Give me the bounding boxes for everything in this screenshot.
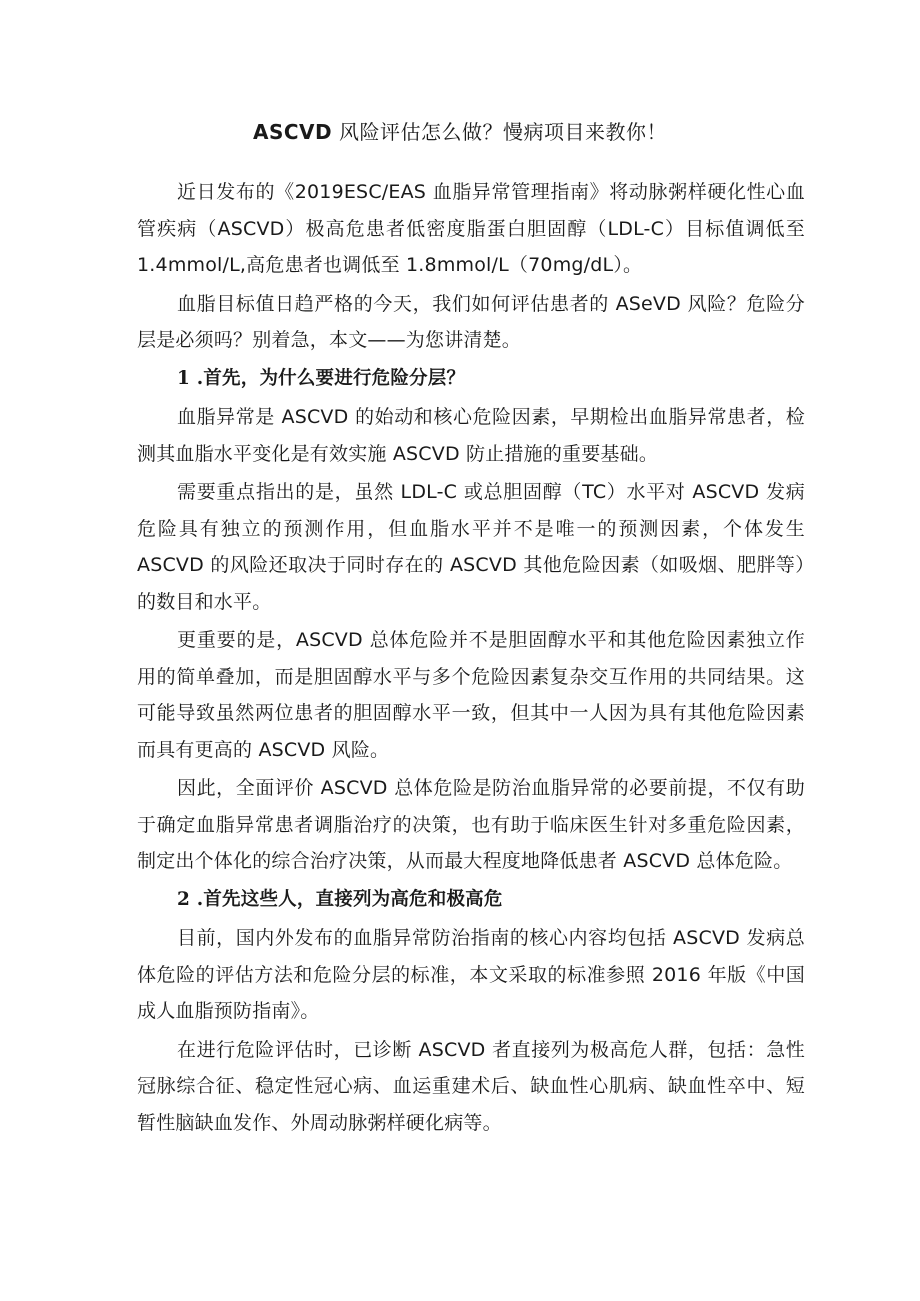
section-heading-2: 2 .首先这些人，直接列为高危和极高危 xyxy=(177,888,503,910)
paragraph-guidelines: 目前，国内外发布的血脂异常防治指南的核心内容均包括 ASCVD 发病总体危险的评估方法和危险分层的标准，本文采取的标准参照 2016 年版《中国成人血脂预防指南》。 xyxy=(137,927,805,1022)
paragraph-very-high-risk: 在进行危险评估时，已诊断 ASCVD 者直接列为极高危人群，包括：急性冠脉综合征、稳定性冠心病、血运重建术后、缺血性心肌病、缺血性卒中、短暂性脑缺血发作、外周动脉粥样硬化病等。 xyxy=(137,1038,805,1134)
paragraph-intro: 近日发布的《2019ESC/EAS 血脂异常管理指南》将动脉粥样硬化性心血管疾病（ASCVD）极高危患者低密度脂蛋白胆固醇（LDL-C）目标值调低至 1.4mmol/L,高危患者也调低至 1.8mmol/L（70mg/dL）。 xyxy=(137,181,805,276)
paragraph-question: 血脂目标值日趋严格的今天，我们如何评估患者的 ASeVD 风险？危险分层是必须吗？别着急，本文——为您讲清楚。 xyxy=(137,292,805,351)
paragraph-evaluation: 因此，全面评价 ASCVD 总体危险是防治血脂异常的必要前提，不仅有助于确定血脂异常患者调脂治疗的决策，也有助于临床医生针对多重危险因素，制定出个体化的综合治疗决策，从而最大程度地降低患者 ASCVD 总体危险。 xyxy=(137,777,805,872)
paragraph-interaction: 更重要的是，ASCVD 总体危险并不是胆固醇水平和其他危险因素独立作用的简单叠加，而是胆固醇水平与多个危险因素复杂交互作用的共同结果。这可能导致虽然两位患者的胆固醇水平一致，但其中一人因为具有其他危险因素而具有更高的 ASCVD 风险。 xyxy=(137,629,805,761)
section-heading-1: 1 .首先，为什么要进行危险分层？ xyxy=(177,367,466,389)
document-body xyxy=(137,174,805,1143)
paragraph-prediction: 需要重点指出的是，虽然 LDL-C 或总胆固醇（TC）水平对 ASCVD 发病危险具有独立的预测作用，但血脂水平并不是唯一的预测因素，个体发生 ASCVD 的风险还取决于同时存在的 ASCVD 其他危险因素（如吸烟、肥胖等）的数目和水平。 xyxy=(137,481,805,613)
paragraph-risk-factor: 血脂异常是 ASCVD 的始动和核心危险因素，早期检出血脂异常患者，检测其血脂水平变化是有效实施 ASCVD 防止措施的重要基础。 xyxy=(137,406,805,465)
title-prefix: ASCVD xyxy=(253,120,333,144)
title-rest: 风险评估怎么做？慢病项目来教你！ xyxy=(332,120,667,144)
document-title xyxy=(0,117,920,147)
